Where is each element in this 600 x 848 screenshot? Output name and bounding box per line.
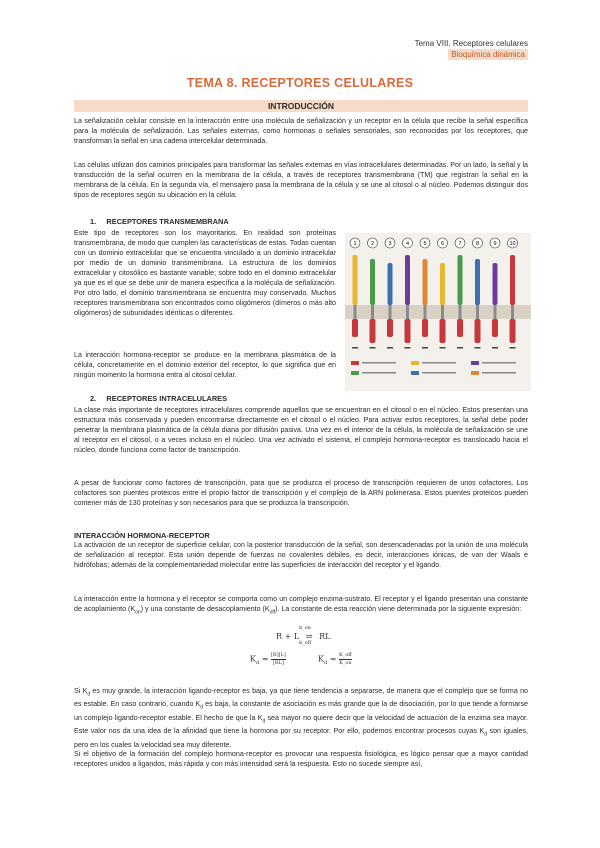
receptor-extracellular-domain	[510, 255, 515, 305]
paragraph-activacion: La activación de un receptor de superficie celular, con la posterior transducción de la señal, son desencadenadas por la unión de una molécula de señalización al receptor. Esta unión depende de fuerzas no covalentes débiles, es decir, interacciones iónicas, de van der Waals e hidrófobas; además de la complementariedad molecular entre las superficies de interacción del receptor y el ligando.	[74, 541, 528, 569]
receptor-transmembrane-domain	[476, 305, 479, 319]
receptor-caption-mark	[440, 347, 446, 349]
receptor-intracellular-domain	[370, 319, 376, 343]
legend-swatch	[351, 371, 359, 375]
figure-label: 10	[509, 241, 516, 248]
header-course: Bioquímica dinámica	[448, 49, 528, 60]
page-header	[415, 38, 528, 60]
receptor-caption-mark	[405, 347, 411, 349]
receptor-intracellular-domain	[457, 319, 463, 337]
receptor-caption-mark	[422, 347, 428, 349]
receptor-diagram	[345, 233, 531, 391]
legend-swatch	[471, 371, 479, 375]
paragraph-constantes: La interacción entre la hormona y el receptor se comporta como un complejo enzima-sustrato. El receptor y el ligando presentan una constante de acoplamiento $(K_{on})$ y una constante de desacoplamiento $(K_{off})$. La constante de esta reacción viene determinada por la siguiente expresión:	[74, 595, 528, 616]
receptor-extracellular-domain	[370, 259, 375, 305]
figure-label: 2	[370, 241, 375, 248]
receptor-extracellular-domain	[423, 259, 428, 305]
paragraph-kd: Si $K_d$ es muy grande, la interacción ligando-receptor es baja, ya que tiene tendencia a separarse, de manera que el complejo que se forma no es estable. En caso contrario, cuando $K_d$ es baja, la constante de asociación es más grande que la de disociación, por lo que tiende a formarse un complejo ligando-receptor estable. El hecho de que la $K_d$ sea mayor no quiere decir que la velocidad de actuación de la enzima sea mayor. Este valor nos da una idea de la afinidad que tiene la hormona por su receptor. Por ello, podemos encontrar procesos cuyas $K_d$ son iguales, pero en los cuales la velocidad sea muy diferente.	[74, 687, 528, 749]
header-subject: Tema VIII. Receptores celulares	[414, 39, 528, 48]
section-interaccion: INTERACCIÓN HORMONA-RECEPTOR	[74, 531, 210, 540]
receptor-extracellular-domain	[493, 263, 498, 305]
receptor-transmembrane-domain	[371, 305, 374, 319]
paragraph-respuesta: Si el objetivo de la formación del complejo hormona-receptor es provocar una respuesta fisiológica, es lógico pensar que a mayor cantidad receptores unidos a ligandos, más rápida y con más intensidad será la respuesta. Esto no sucede siempre así,	[74, 750, 528, 768]
receptor-extracellular-domain	[353, 255, 358, 305]
figure-label: 9	[493, 241, 497, 248]
legend-text-placeholder	[422, 372, 456, 374]
paragraph-cofactores: A pesar de funcionar como factores de transcripción, para que se produzca el proceso de transcripción requieren de unos cofactores. Los cofactores son puentes proteicos entre el propio factor de transcripción y el complejo de la ARN polimerasa. Estos puentes proteicos pueden contener más de 130 proteínas y son necesarios para que se produzca la transcripción.	[74, 479, 528, 507]
legend-text-placeholder	[362, 362, 396, 364]
paragraph-intracelulares: La clase más importante de receptores intracelulares comprende aquellos que se encuentran en el citosol o en el núcleo. Estos presentan una estructura más conservada y pueden encontrarse directamente en el citosol o el núcleo. Para activar estos receptores, la señal debe poder penetrar la membrana plasmática de la célula diana por difusión pasiva. Una vez en el interior de la célula, la molécula de señalización se une al receptor en el citosol, o a veces incluso en el núcleo. Una vez activado el sistema, el complejo hormona-receptor es translocado hacia el núcleo, donde funciona como factor de transcripción.	[74, 406, 528, 454]
legend-text-placeholder	[482, 372, 516, 374]
receptor-extracellular-domain	[458, 255, 463, 305]
receptor-caption-mark	[510, 347, 516, 349]
legend-swatch	[471, 361, 479, 365]
receptor-transmembrane-domain	[424, 305, 427, 319]
figure-label: 3	[388, 241, 392, 248]
receptor-caption-mark	[387, 347, 393, 349]
receptor-transmembrane-domain	[441, 305, 444, 319]
receptor-caption-mark	[475, 347, 481, 349]
paragraph-transmembrana: Este tipo de receptores son los mayoritarios. En realidad son proteínas transmembrana, de modo que cumplen las características de estas. Todas cuentan con un dominio extracelular que se encuentra vinculado a un dominio intracelular por medio de un dominio transmembrana. La estructura de los dominios extracelular y citosólico es bastante variable; sobre todo en el dominio extracelular ya que es el que se debe unir de manera específica a la molécula de señalización. Por otro lado, el dominio transmembrana se encuentra muy conservado. Muchos receptores transmembrana son encontrados como oligómeros (dímeros o más alto oligómeros) de subunidades idénticas o diferentes.	[74, 229, 336, 317]
paragraph-intro: La señalización celular consiste en la interacción entre una molécula de señalización y un receptor en la célula que recibe la señal específica para la molécula de señalización. Las señales externas, como hormonas o señales sensoriales, son reconocidas por los receptores, que transforman la señal en una cadena intercelular determinada.	[74, 117, 528, 145]
receptor-caption-mark	[352, 347, 358, 349]
figure-label: 6	[440, 241, 445, 248]
paragraph-hormona-membrana: La interacción hormona-receptor se produce en la membrana plasmática de la célula, concretamente en el dominio exterior del receptor, lo que significa que en ningún momento la hormona entra al citosol celular.	[74, 351, 336, 379]
receptor-intracellular-domain	[405, 319, 411, 343]
paragraph-pathways: Las células utilizan dos caminos principales para transformar las señales externas en vías intracelulares determinadas. Por un lado, la señal y la transducción de la señal ocurren en la membrana de la célula, a través de receptores transmembrana (TM) que registran la señal en la membrana de la célula. En la segunda vía, el mensajero pasa la membrana de la célula y se une al citosol o al núcleo. Podemos distinguir dos tipos de receptores según su ubicación en la célula:	[74, 161, 528, 199]
legend-swatch	[351, 361, 359, 365]
receptor-extracellular-domain	[440, 263, 445, 305]
receptor-caption-mark	[370, 347, 376, 349]
receptor-transmembrane-domain	[459, 305, 462, 319]
receptor-extracellular-domain	[388, 263, 393, 305]
legend-text-placeholder	[482, 362, 516, 364]
receptor-intracellular-domain	[492, 319, 498, 337]
receptor-intracellular-domain	[440, 319, 446, 343]
reaction-equation: R + L k_on ⇌ k_off RL	[276, 625, 331, 646]
legend-swatch	[411, 371, 419, 375]
figure-label: 4	[405, 241, 410, 248]
receptor-extracellular-domain	[405, 255, 410, 305]
receptor-intracellular-domain	[510, 319, 516, 343]
figure-label: 1	[353, 241, 357, 248]
receptor-transmembrane-domain	[406, 305, 409, 319]
receptor-figure	[345, 233, 531, 391]
receptor-caption-mark	[492, 347, 498, 349]
receptor-caption-mark	[457, 347, 463, 349]
receptor-transmembrane-domain	[354, 305, 357, 319]
figure-label: 7	[458, 241, 462, 248]
receptor-transmembrane-domain	[389, 305, 392, 319]
kd-equation-1: $K_d$ = $\frac{[R][L]}{[RL]}$	[250, 652, 286, 667]
legend-text-placeholder	[422, 362, 456, 364]
receptor-intracellular-domain	[422, 319, 428, 337]
legend-text-placeholder	[362, 372, 396, 374]
figure-label: 5	[423, 241, 427, 248]
section-intracelulares: 2. RECEPTORES INTRACELULARES	[90, 394, 228, 403]
intro-heading: INTRODUCCIÓN	[74, 100, 528, 112]
receptor-transmembrane-domain	[494, 305, 497, 319]
figure-label: 8	[475, 241, 480, 248]
receptor-transmembrane-domain	[511, 305, 514, 319]
legend-swatch	[411, 361, 419, 365]
receptor-extracellular-domain	[475, 259, 480, 305]
page-title: TEMA 8. RECEPTORES CELULARES	[186, 76, 414, 90]
receptor-intracellular-domain	[475, 319, 481, 343]
kd-equation-2: $K_d$ = K_off K_on	[318, 652, 352, 667]
section-transmembrana: 1. RECEPTORES TRANSMEMBRANA	[90, 217, 229, 226]
receptor-intracellular-domain	[387, 319, 393, 337]
receptor-intracellular-domain	[352, 319, 358, 337]
